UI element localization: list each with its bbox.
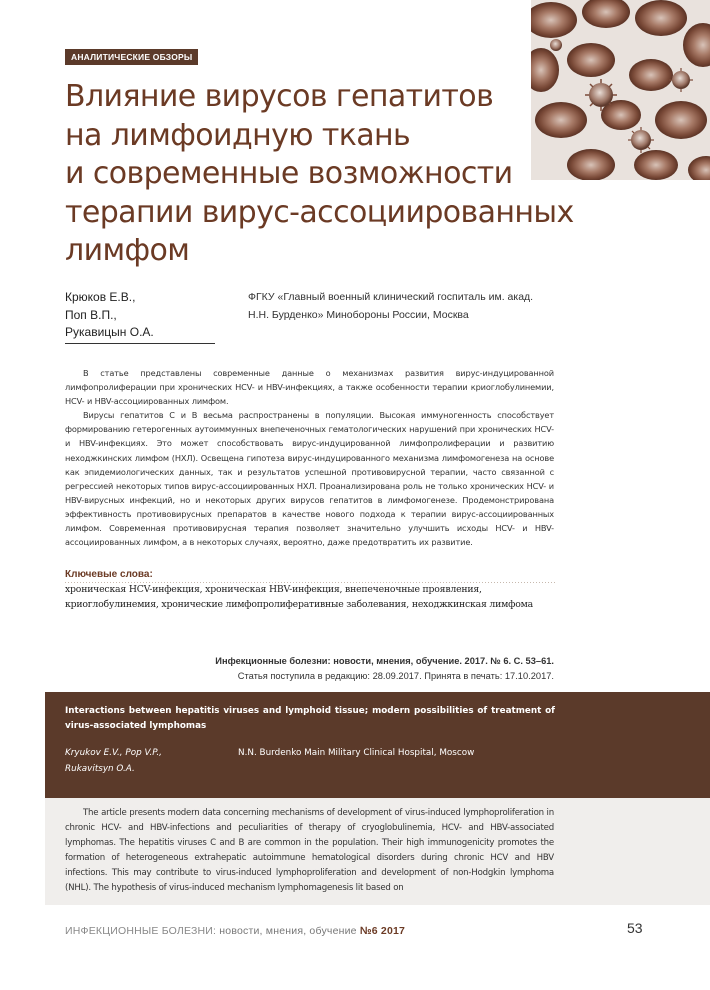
english-title: Interactions between hepatitis viruses and lymphoid tissue; modern possibilities of treatment of virus-associated lymphomas: [65, 706, 555, 731]
title-line: и современные возможности: [65, 156, 513, 191]
footer-journal: [65, 925, 405, 937]
author: Поп В.П.,: [65, 307, 117, 322]
abstract-paragraph: В статье представлены современные данные о механизмах развития вирус-индуцированной лимфопролиферации при хронических HCV- и HBV-инфекциях, а также особенности терапии криоглобулинемии, HCV- и HBV-ассоциированных лимфом.: [65, 368, 554, 407]
abstract-ru: [65, 366, 554, 549]
authors-divider: [65, 343, 215, 344]
affiliation-line: ФГКУ «Главный военный клинический госпиталь им. акад.: [248, 291, 534, 303]
title-line: Влияние вирусов гепатитов: [65, 79, 494, 114]
article-title: [65, 78, 605, 271]
english-affiliation: N.N. Burdenko Main Military Clinical Hospital, Moscow: [238, 748, 475, 758]
title-line: лимфом: [65, 233, 190, 268]
received-dates: Статья поступила в редакцию: 28.09.2017. Принята в печать: 17.10.2017.: [237, 671, 554, 681]
keywords: хроническая HCV-инфекция, хроническая HBV-инфекция, внепеченочные проявления, криоглобулинемия, хронические лимфопролиферативные заболевания, неходжкинская лимфома: [65, 584, 533, 610]
english-author-line: Kryukov E.V., Pop V.P.,: [65, 748, 162, 758]
citation: Инфекционные болезни: новости, мнения, обучение. 2017. № 6. С. 53–61.: [215, 656, 554, 666]
authors-ru: [65, 289, 215, 344]
title-line: на лимфоидную ткань: [65, 117, 411, 153]
section-tag: АНАЛИТИЧЕСКИЕ ОБЗОРЫ: [65, 49, 198, 65]
title-line: терапии вирус-ассоциированных: [65, 194, 574, 230]
affiliation-line: Н.Н. Бурденко» Минобороны России, Москва: [248, 308, 469, 321]
author: Крюков Е.В.,: [65, 290, 136, 304]
english-abstract-paragraph: The article presents modern data concerning mechanisms of development of virus-induced lymphoproliferation in chronic HCV- and HBV-infections and peculiarities of therapy of cryoglobulinemia, HCV- and HBV-associated lymphomas. The hepatitis viruses C and B are common in the population. Their high immunogenicity promotes the formation of heterogeneous extrahepatic autoimmune hematological disorders during chronic HCV and HBV infections. This may contribute to virus-induced lymphoproliferation and development of non-Hodgkin lymphoma (NHL). The hypothesis of virus-induced mechanism lymphomagenesis lit based on: [65, 808, 554, 894]
english-author-line: Rukavitsyn O.A.: [65, 763, 135, 774]
author: Рукавицын О.А.: [65, 325, 154, 339]
footer-journal-name: ИНФЕКЦИОННЫЕ БОЛЕЗНИ:: [65, 925, 217, 937]
english-abstract: [65, 806, 554, 897]
footer-journal-subtitle: новости, мнения, обучение: [219, 925, 357, 937]
affiliation-ru: [248, 289, 588, 324]
english-authors: [65, 746, 225, 777]
keywords-heading: Ключевые слова:: [65, 569, 153, 580]
abstract-paragraph: Вирусы гепатитов С и В весьма распространены в популяции. Высокая иммуногенность способствует формированию гетерогенных аутоиммунных внепеченочных гематологических нарушений при хронических HCV- и HBV-инфекциях. Это может способствовать вирус-индуцированной лимфопролиферации и развитию неходжкинских лимфом (НХЛ). Освещена гипотеза вирус-индуцированного механизма лимфомогенеза на основе как эпидемиологических данных, так и результатов успешной противовирусной терапии, часто связанной с регрессией некоторых типов вирус-ассоциированных НХЛ. Проанализирована роль не только хронических HCV- и HBV-вирусных инфекций, но и некоторых других вирусов гепатитов в лимфомогенезе. Продемонстрирована эффективность противовирусных препаратов в качестве нового подхода к терапии вирус-ассоциированных лимфом. Современная противовирусная терапия позволяет значительно улучшить исходы HCV- и HBV-ассоциированных лимфом, а в некоторых случаях, вероятно, даже предотвратить их развитие.: [65, 410, 554, 548]
page-number: 53: [627, 920, 643, 936]
footer-issue: №6 2017: [359, 925, 406, 937]
